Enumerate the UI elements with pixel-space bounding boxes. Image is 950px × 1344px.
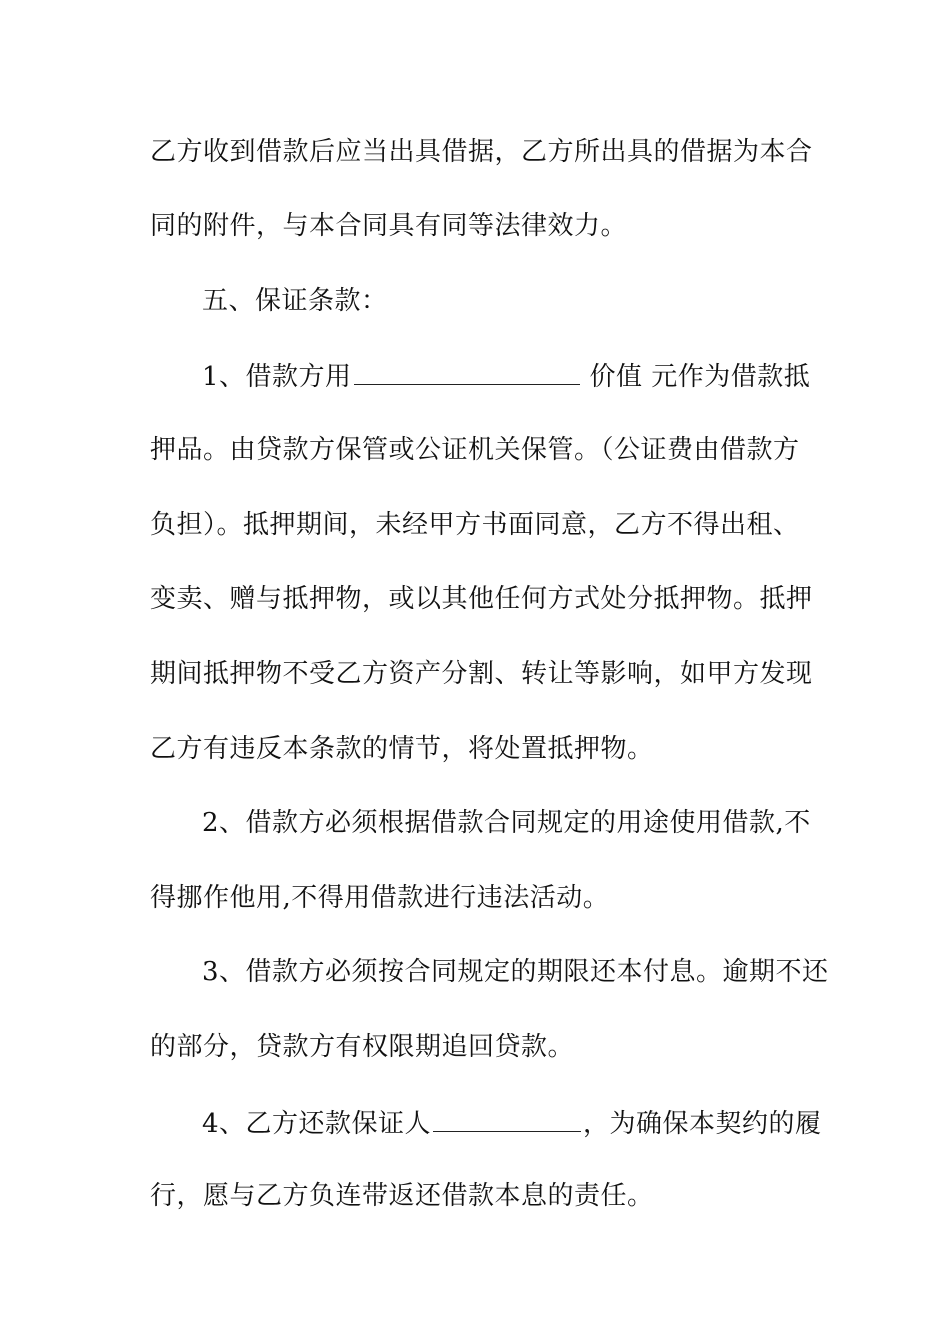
clause-1-line-1 [202, 360, 810, 392]
clause-1-line-6: 乙方有违反本条款的情节，将处置抵押物。 [150, 734, 654, 764]
clause-1-line-4: 变卖、赠与抵押物，或以其他任何方式处分抵押物。抵押 [150, 584, 813, 614]
clause-1-line-2: 押品。由贷款方保管或公证机关保管。（公证费由借款方 [150, 435, 800, 465]
clause-4-line-1 [202, 1107, 822, 1139]
clause-3-line-2: 的部分，贷款方有权限期追回贷款。 [150, 1032, 575, 1062]
receipt-paragraph-line-1: 乙方收到借款后应当出具借据，乙方所出具的借据为本合 [150, 137, 813, 167]
clause-4-line-2: 行，愿与乙方负连带返还借款本息的责任。 [150, 1181, 654, 1211]
clause-1-line-5: 期间抵押物不受乙方资产分割、转让等影响，如甲方发现 [150, 659, 813, 689]
clause-1-text-before-blank: 1、借款方用 [202, 362, 352, 392]
section-heading: 五、保证条款： [202, 286, 388, 316]
receipt-paragraph-line-2: 同的附件，与本合同具有同等法律效力。 [150, 211, 628, 241]
collateral-blank-field[interactable] [354, 360, 580, 385]
clause-2-line-1: 2、借款方必须根据借款合同规定的用途使用借款,不 [202, 808, 811, 838]
clause-1-line-3: 负担）。抵押期间，未经甲方书面同意，乙方不得出租、 [150, 510, 800, 540]
clause-3-line-1: 3、借款方必须按合同规定的期限还本付息。逾期不还 [202, 957, 829, 987]
clause-2-line-2: 得挪作他用,不得用借款进行违法活动。 [150, 883, 610, 913]
clause-1-text-after-blank: 价值 元作为借款抵 [589, 362, 811, 392]
guarantor-blank-field[interactable] [433, 1107, 581, 1132]
clause-4-text-after-blank: ，为确保本契约的履 [583, 1109, 822, 1139]
clause-4-text-before-blank: 4、乙方还款保证人 [202, 1109, 432, 1139]
